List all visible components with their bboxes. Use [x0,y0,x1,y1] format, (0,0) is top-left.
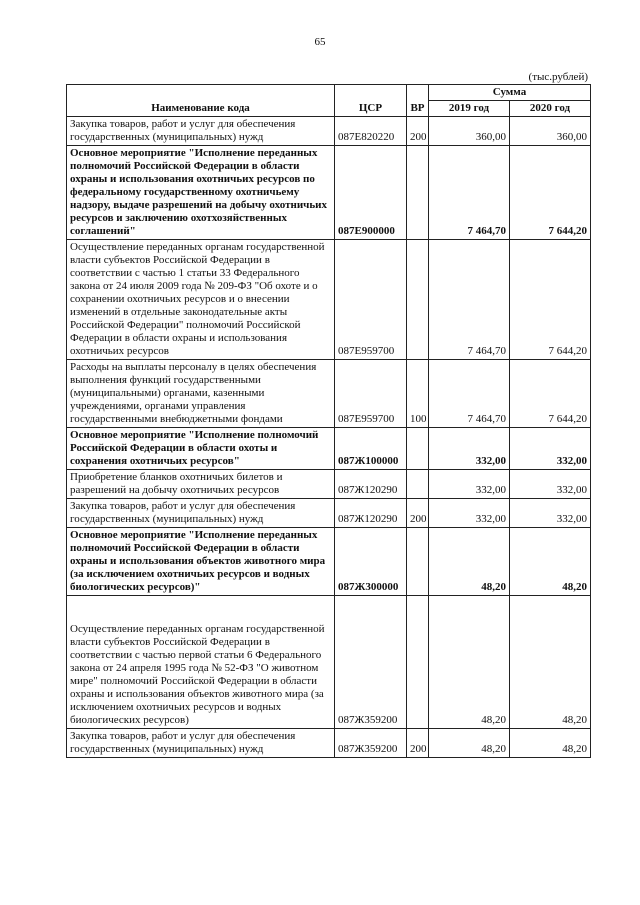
header-vr: ВР [407,85,429,117]
header-year-2020: 2020 год [510,101,591,117]
row-vr [407,428,429,470]
row-csr: 087Е820220 [335,117,407,146]
row-name: Приобретение бланков охотничьих билетов и разрешений на добычу охотничьих ресурсов [67,470,335,499]
row-2020: 332,00 [510,428,591,470]
table-row [67,428,591,470]
row-name: Расходы на выплаты персоналу в целях обеспечения выполнения функций государственными (муниципальными) органами, казенными учреждениями, органами управления государственными внебюджетными фондами [67,360,335,428]
row-name: Закупка товаров, работ и услуг для обеспечения государственных (муниципальных) нужд [67,117,335,146]
row-2019: 48,20 [429,729,510,758]
row-2020: 48,20 [510,596,591,729]
row-vr [407,528,429,596]
row-2020: 7 644,20 [510,240,591,360]
row-csr: 087Ж359200 [335,596,407,729]
table-row [67,146,591,240]
table-row [67,596,591,729]
row-2019: 7 464,70 [429,360,510,428]
row-vr [407,146,429,240]
row-csr: 087Ж300000 [335,528,407,596]
row-csr: 087Е900000 [335,146,407,240]
row-vr [407,470,429,499]
row-name: Основное мероприятие "Исполнение переданных полномочий Российской Федерации в области охраны и использования объектов животного мира (за исключением охотничьих ресурсов и водных биологических ресурсов)" [67,528,335,596]
row-name: Осуществление переданных органам государственной власти субъектов Российской Федерации в соответствии с частью первой статьи 6 Федерального закона от 24 апреля 1995 года № 52-ФЗ "О животном мире" полномочий Российской Федерации в области охраны и использования объектов животного мира (за исключением охотничьих ресурсов и водных биологических ресурсов) [70,623,325,726]
row-vr: 200 [407,117,429,146]
row-vr: 100 [407,360,429,428]
table-row [67,729,591,758]
units-label: (тыс.рублей) [528,71,588,83]
row-name: Закупка товаров, работ и услуг для обеспечения государственных (муниципальных) нужд [67,729,335,758]
row-2019: 48,20 [429,596,510,729]
row-csr: 087Ж120290 [335,499,407,528]
row-2020: 332,00 [510,470,591,499]
table-row [67,528,591,596]
table-row [67,360,591,428]
row-csr: 087Ж359200 [335,729,407,758]
row-name-cell [67,596,335,729]
row-vr: 200 [407,499,429,528]
row-vr: 200 [407,729,429,758]
row-2020: 7 644,20 [510,360,591,428]
table-row [67,499,591,528]
row-csr: 087Е959700 [335,360,407,428]
row-2019: 332,00 [429,499,510,528]
row-2020: 360,00 [510,117,591,146]
table-row [67,470,591,499]
header-csr: ЦСР [335,85,407,117]
row-2019: 360,00 [429,117,510,146]
table-row [67,117,591,146]
row-2019: 332,00 [429,470,510,499]
header-year-2019: 2019 год [429,101,510,117]
table-row [67,240,591,360]
row-vr [407,596,429,729]
row-name: Основное мероприятие "Исполнение переданных полномочий Российской Федерации в области охраны и использования охотничьих ресурсов по федеральному государственному охотничьему надзору, выдаче разрешений на добычу охотничьих ресурсов и заключению охотхозяйственных соглашений" [67,146,335,240]
row-2019: 7 464,70 [429,146,510,240]
row-name: Закупка товаров, работ и услуг для обеспечения государственных (муниципальных) нужд [67,499,335,528]
row-name: Основное мероприятие "Исполнение полномочий Российской Федерации в области охоты и сохранения охотничьих ресурсов" [67,428,335,470]
row-2020: 48,20 [510,528,591,596]
header-sum: Сумма [429,85,591,101]
budget-table [66,84,591,758]
row-csr: 087Ж100000 [335,428,407,470]
page-number: 65 [314,36,326,48]
row-name: Осуществление переданных органам государственной власти субъектов Российской Федерации в соответствии с частью 1 статьи 33 Федерального закона от 24 июля 2009 года № 209-ФЗ "Об охоте и о сохранении охотничьих ресурсов и о внесении изменений в отдельные законодательные акты Российской Федерации" полномочий Российской Федерации в области охраны и использования охотничьих ресурсов [67,240,335,360]
row-2019: 332,00 [429,428,510,470]
row-2019: 48,20 [429,528,510,596]
row-vr [407,240,429,360]
header-name: Наименование кода [67,85,335,117]
row-csr: 087Е959700 [335,240,407,360]
row-2020: 7 644,20 [510,146,591,240]
header-row-top [67,85,591,101]
row-csr: 087Ж120290 [335,470,407,499]
row-2019: 7 464,70 [429,240,510,360]
row-2020: 332,00 [510,499,591,528]
row-2020: 48,20 [510,729,591,758]
